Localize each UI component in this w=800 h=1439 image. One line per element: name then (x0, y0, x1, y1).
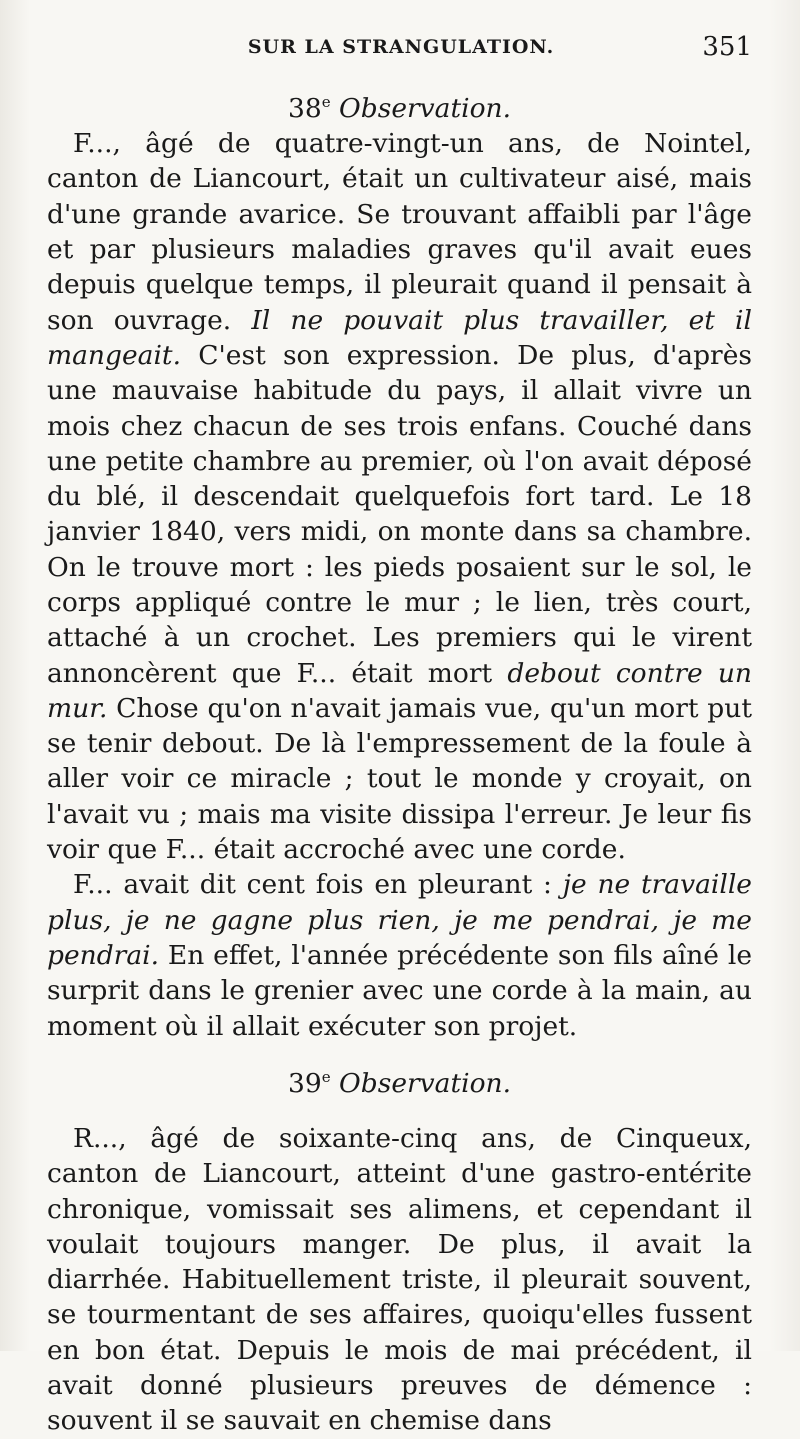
observation-38-paragraph-1: F..., âgé de quatre-vingt-un ans, de Nointel, canton de Liancourt, était un cultivateur aisé, mais d'une grande avarice. Se trouvant affaibli par l'âge et par plusieurs maladies graves qu'il avait eues depuis quelque temps, il pleurait quand il pensait à son ouvrage. Il ne pouvait plus travailler, et il mangeait. C'est son expression. De plus, d'après une mauvaise habitude du pays, il allait vivre un mois chez chacun de ses trois enfans. Couché dans une petite chambre au premier, où l'on avait déposé du blé, il descendait quelquefois fort tard. Le 18 janvier 1840, vers midi, on monte dans sa chambre. On le trouve mort : les pieds posaient sur le sol, le corps appliqué contre le mur ; le lien, très court, attaché à un crochet. Les premiers qui le virent annoncèrent que F... était mort debout contre un mur. Chose qu'on n'avait jamais vue, qu'un mort put se tenir debout. De là l'empressement de la foule à aller voir ce miracle ; tout le monde y croyait, on l'avait vu ; mais ma visite dissipa l'erreur. Je leur fis voir que F... était accroché avec une corde. (47, 128, 752, 866)
observation-38-title: Observation. (339, 92, 512, 124)
page-number: 351 (702, 32, 752, 62)
quote-italic: debout contre un mur. (47, 657, 752, 724)
quote-italic: Il ne pouvait plus travailler, et il mangeait. (47, 304, 752, 371)
observation-39-title: Observation. (339, 1067, 512, 1099)
running-head: SUR LA STRANGULATION. (247, 36, 555, 58)
quote-italic: je ne travaille plus, je ne gagne plus rien, je me pendrai, je me pendrai. (47, 869, 752, 971)
observation-38-heading (47, 85, 752, 126)
observation-39-paragraph-1: R..., âgé de soixante-cinq ans, de Cinqueux, canton de Liancourt, atteint d'une gastro-entérite chronique, vomissait ses alimens, et cependant il voulait toujours manger. De plus, il avait la diarrhée. Habituellement triste, il pleurait souvent, se tourmentant de ses affaires, quoiqu'elles fussent en bon état. Depuis le mois de mai précédent, il avait donné plusieurs preuves de démence : souvent il se sauvait en chemise dans (47, 1122, 752, 1437)
observation-38-paragraph-2: F... avait dit cent fois en pleurant : je ne travaille plus, je ne gagne plus rien, je me pendrai, je me pendrai. En effet, l'année précédente son fils aîné le surprit dans le grenier avec une corde à la main, au moment où il allait exécuter son projet. (47, 869, 752, 1042)
page-header (50, 30, 752, 70)
page-body (47, 85, 752, 1439)
observation-39-number: 39e (287, 1067, 331, 1099)
observation-39-heading (47, 1060, 752, 1101)
observation-38-number: 38e (287, 92, 331, 124)
